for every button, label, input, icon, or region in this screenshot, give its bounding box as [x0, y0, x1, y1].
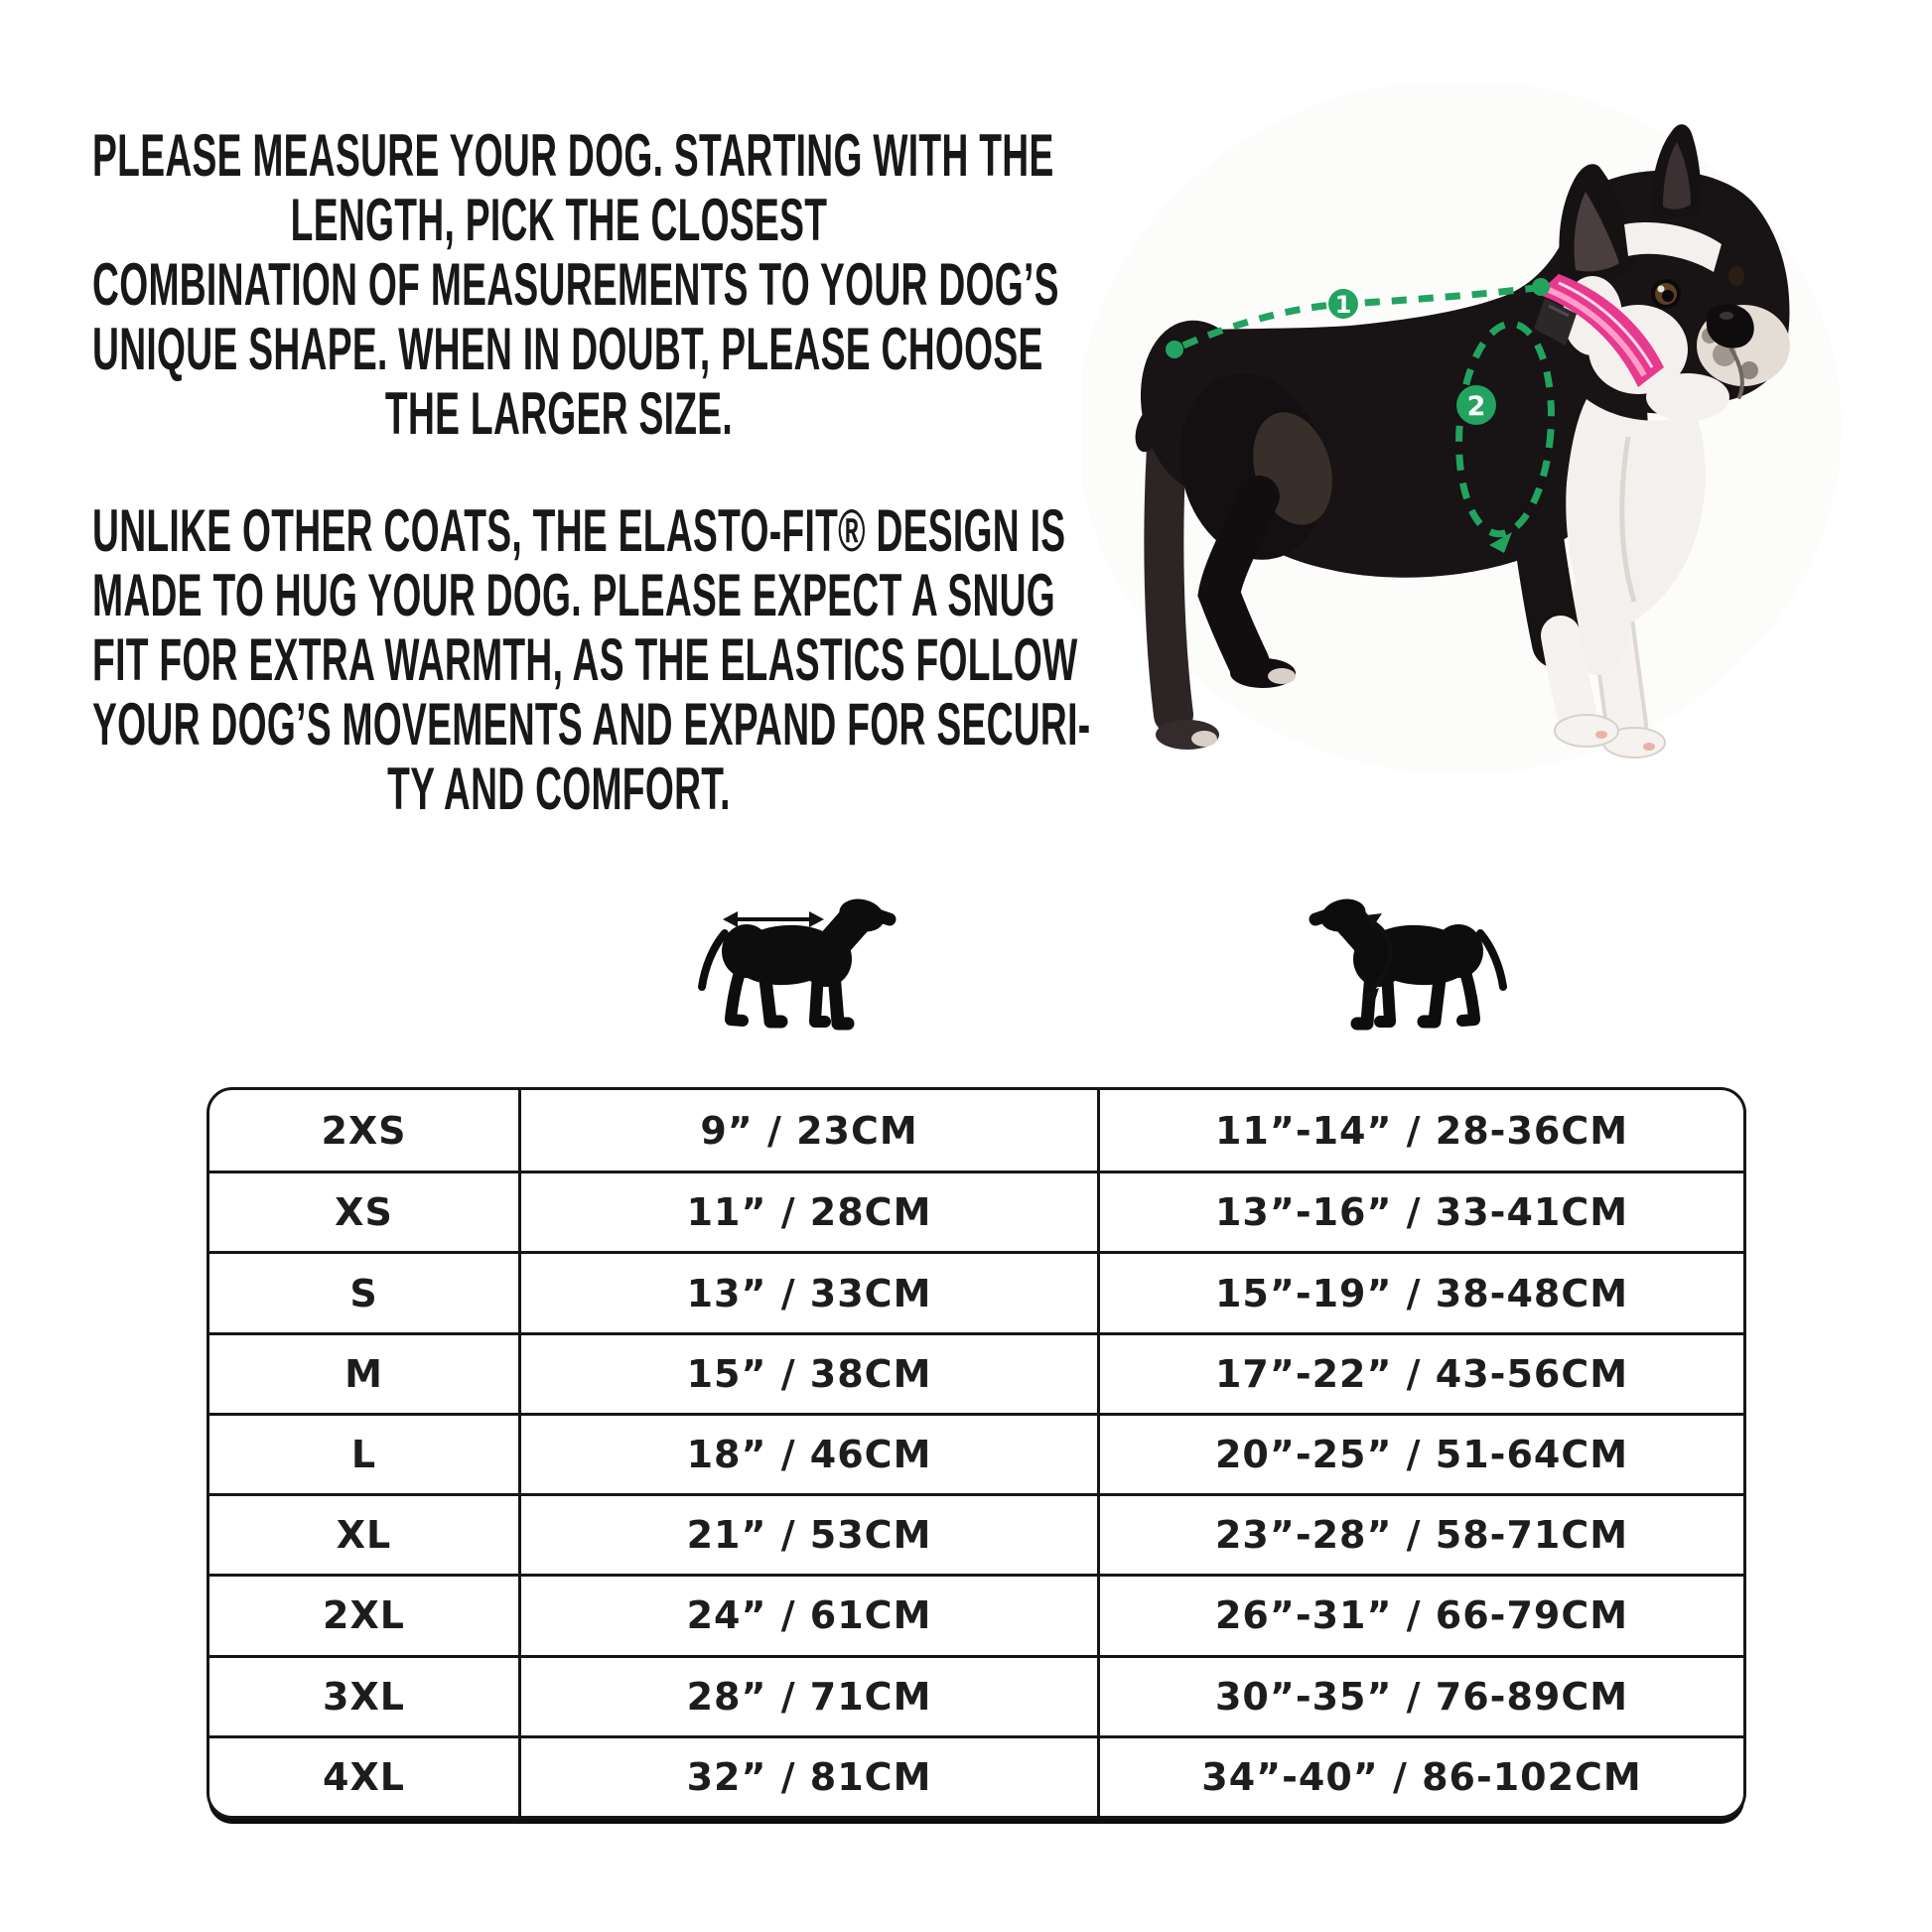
table-cell-length: 15” / 38CM: [518, 1335, 1097, 1413]
dog-silhouette-length-icon: [702, 895, 890, 1024]
table-cell-length: 24” / 61CM: [518, 1577, 1097, 1654]
instructions-line: PLEASE MEASURE YOUR DOG. STARTING WITH THE: [92, 122, 1054, 189]
length-column-icon: [685, 876, 933, 1059]
table-cell-size: 3XL: [323, 1674, 405, 1719]
table-cell-size: L: [350, 1432, 377, 1476]
table-row: [209, 1574, 1743, 1654]
table-cell-girth: 11”-14” / 28-36CM: [1097, 1090, 1743, 1171]
table-cell-length: 9” / 23CM: [518, 1090, 1097, 1171]
table-cell-girth: 13”-16” / 33-41CM: [1097, 1173, 1743, 1251]
table-row: [209, 1171, 1743, 1251]
length-arrow-icon: [723, 911, 824, 927]
table-cell-girth: 30”-35” / 76-89CM: [1097, 1658, 1743, 1735]
table-row: [209, 1655, 1743, 1735]
table-cell-size: 4XL: [323, 1754, 405, 1799]
table-cell-girth: 34”-40” / 86-102CM: [1097, 1738, 1743, 1816]
table-row: [209, 1332, 1743, 1413]
table-cell-length: 11” / 28CM: [518, 1173, 1097, 1251]
table-row: [209, 1413, 1743, 1493]
table-row: [209, 1735, 1743, 1816]
size-table: [207, 1087, 1746, 1819]
instructions-line: MADE TO HUG YOUR DOG. PLEASE EXPECT A SNUG: [92, 562, 1056, 628]
instructions-line: FIT FOR EXTRA WARMTH, AS THE ELASTICS FOLLOW: [92, 626, 1078, 693]
instructions-line: TY AND COMFORT.: [387, 756, 731, 822]
dog-silhouette-girth-icon: [1315, 895, 1503, 1024]
table-cell-size: XS: [335, 1190, 393, 1235]
table-cell-size: 2XS: [321, 1108, 407, 1153]
dog-measurement-photo: [1082, 84, 1847, 794]
marker-2-label: 2: [1466, 391, 1486, 422]
table-cell-girth: 26”-31” / 66-79CM: [1097, 1577, 1743, 1654]
table-cell-size: XL: [336, 1513, 392, 1558]
table-cell-length: 32” / 81CM: [518, 1738, 1097, 1816]
table-row: [209, 1251, 1743, 1331]
instructions-line: THE LARGER SIZE.: [384, 380, 734, 447]
instructions-line: UNLIKE OTHER COATS, THE ELASTO-FIT® DESIGN IS: [92, 497, 1066, 564]
table-cell-girth: 17”-22” / 43-56CM: [1097, 1335, 1743, 1413]
table-cell-girth: 23”-28” / 58-71CM: [1097, 1496, 1743, 1574]
table-cell-length: 18” / 46CM: [518, 1416, 1097, 1493]
instructions-line: COMBINATION OF MEASUREMENTS TO YOUR DOG’S: [92, 251, 1059, 318]
table-row: [209, 1493, 1743, 1574]
table-cell-size: 2XL: [323, 1593, 405, 1638]
elasto-fit-note: [92, 497, 1091, 822]
table-cell-girth: 15”-19” / 38-48CM: [1097, 1254, 1743, 1331]
table-row: [209, 1090, 1743, 1171]
instructions-line: YOUR DOG’S MOVEMENTS AND EXPAND FOR SECURI-: [92, 691, 1091, 758]
instructions-line: LENGTH, PICK THE CLOSEST: [290, 187, 828, 253]
table-cell-length: 21” / 53CM: [518, 1496, 1097, 1574]
marker-1-label: 1: [1334, 291, 1352, 319]
girth-column-icon: [1286, 876, 1524, 1059]
far-eye: [1728, 266, 1744, 286]
table-cell-size: M: [345, 1351, 383, 1396]
measuring-instructions: [92, 122, 1059, 447]
table-cell-girth: 20”-25” / 51-64CM: [1097, 1416, 1743, 1493]
table-cell-length: 28” / 71CM: [518, 1658, 1097, 1735]
table-cell-size: S: [349, 1271, 378, 1315]
table-cell-length: 13” / 33CM: [518, 1254, 1097, 1331]
instructions-line: UNIQUE SHAPE. WHEN IN DOUBT, PLEASE CHOOSE: [92, 316, 1043, 382]
